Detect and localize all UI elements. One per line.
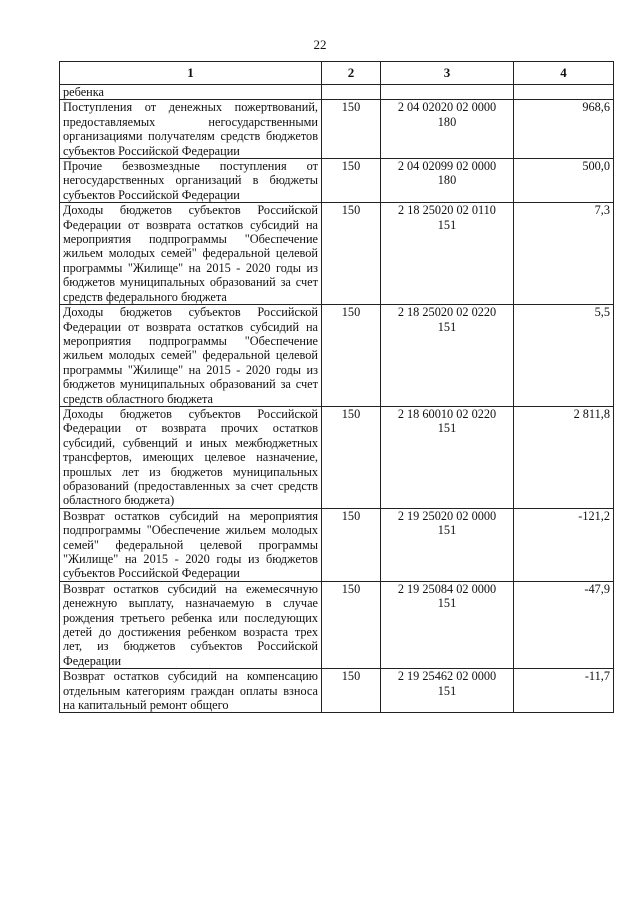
table-row	[60, 159, 614, 203]
kbk-line-1: 2 19 25020 02 0000	[397, 508, 497, 523]
kbk-line-2: 180	[437, 173, 457, 188]
kbk-line-2: 151	[437, 421, 457, 436]
row-code: 150	[322, 669, 381, 713]
empty-cell	[514, 85, 614, 100]
table-row	[60, 100, 614, 159]
row-amount: -121,2	[514, 508, 614, 581]
table-row	[60, 669, 614, 713]
row-description: Прочие безвозмездные поступления от негосударственных организаций в бюджеты субъектов Российской Федерации	[60, 159, 322, 203]
table-row	[60, 581, 614, 668]
row-description: Возврат остатков субсидий на компенсацию отдельным категориям граждан оплаты взноса на капитальный ремонт общего	[60, 669, 322, 713]
row-kbk	[381, 305, 514, 407]
table-row	[60, 305, 614, 407]
row-code: 150	[322, 100, 381, 159]
row-description: Возврат остатков субсидий на мероприятия подпрограммы "Обеспечение жильем молодых семей" федеральной целевой программы "Жилище" на 2015 - 2020 годы из бюджетов субъектов Российской Федерации	[60, 508, 322, 581]
kbk-line-1: 2 19 25462 02 0000	[397, 669, 497, 684]
row-amount: 5,5	[514, 305, 614, 407]
kbk-line-1: 2 04 02020 02 0000	[397, 100, 497, 115]
kbk-line-2: 151	[437, 217, 457, 232]
header-row	[60, 62, 614, 85]
row-description: Доходы бюджетов субъектов Российской Федерации от возврата остатков субсидий на мероприятия подпрограммы "Обеспечение жильем молодых семей" федеральной целевой программы "Жилище" на 2015 - 2020 годы из бюджетов муниципальных образований за счет средств областного бюджета	[60, 305, 322, 407]
kbk-line-1: 2 04 02099 02 0000	[397, 159, 497, 174]
kbk-line-1: 2 18 25020 02 0220	[397, 305, 497, 320]
kbk-line-1: 2 18 25020 02 0110	[398, 203, 496, 218]
header-col-3: 3	[381, 62, 514, 85]
header-col-4: 4	[514, 62, 614, 85]
table-row	[60, 203, 614, 305]
row-kbk	[381, 159, 514, 203]
row-amount: -47,9	[514, 581, 614, 668]
row-code: 150	[322, 581, 381, 668]
row-code: 150	[322, 203, 381, 305]
row-amount: 7,3	[514, 203, 614, 305]
kbk-line-2: 151	[437, 683, 457, 698]
row-description: Доходы бюджетов субъектов Российской Федерации от возврата прочих остатков субсидий, субвенций и иных межбюджетных трансфертов, имеющих целевое назначение, прошлых лет из бюджетов муниципальных образований (предоставленных за счет средств областного бюджета)	[60, 406, 322, 508]
row-amount: 500,0	[514, 159, 614, 203]
row-description: Поступления от денежных пожертвований, предоставляемых негосударственными организациями получателям средств бюджетов субъектов Российской Федерации	[60, 100, 322, 159]
header-col-1: 1	[60, 62, 322, 85]
row-amount: -11,7	[514, 669, 614, 713]
header-col-2: 2	[322, 62, 381, 85]
empty-cell	[322, 85, 381, 100]
row-kbk	[381, 406, 514, 508]
continuation-row	[60, 85, 614, 100]
kbk-line-1: 2 19 25084 02 0000	[397, 581, 497, 596]
row-amount: 968,6	[514, 100, 614, 159]
row-amount: 2 811,8	[514, 406, 614, 508]
row-description: Доходы бюджетов субъектов Российской Федерации от возврата остатков субсидий на мероприятия подпрограммы "Обеспечение жильем молодых семей" федеральной целевой программы "Жилище" на 2015 - 2020 годы из бюджетов муниципальных образований за счет средств федерального бюджета	[60, 203, 322, 305]
continuation-text: ребенка	[60, 85, 322, 100]
kbk-line-2: 180	[437, 114, 457, 129]
kbk-line-2: 151	[437, 523, 457, 538]
kbk-line-2: 151	[437, 319, 457, 334]
row-kbk	[381, 203, 514, 305]
row-code: 150	[322, 305, 381, 407]
kbk-line-2: 151	[437, 596, 457, 611]
row-code: 150	[322, 159, 381, 203]
row-code: 150	[322, 508, 381, 581]
revenue-table	[59, 61, 614, 713]
kbk-line-1: 2 18 60010 02 0220	[397, 406, 497, 421]
row-kbk	[381, 100, 514, 159]
row-kbk	[381, 581, 514, 668]
page-number: 22	[313, 37, 327, 52]
empty-cell	[381, 85, 514, 100]
table-row	[60, 508, 614, 581]
table-row	[60, 406, 614, 508]
row-kbk	[381, 508, 514, 581]
row-code: 150	[322, 406, 381, 508]
row-kbk	[381, 669, 514, 713]
row-description: Возврат остатков субсидий на ежемесячную денежную выплату, назначаемую в случае рождения третьего ребенка или последующих детей до достижения ребенком возраста трех лет, из бюджетов субъектов Российской Федерации	[60, 581, 322, 668]
